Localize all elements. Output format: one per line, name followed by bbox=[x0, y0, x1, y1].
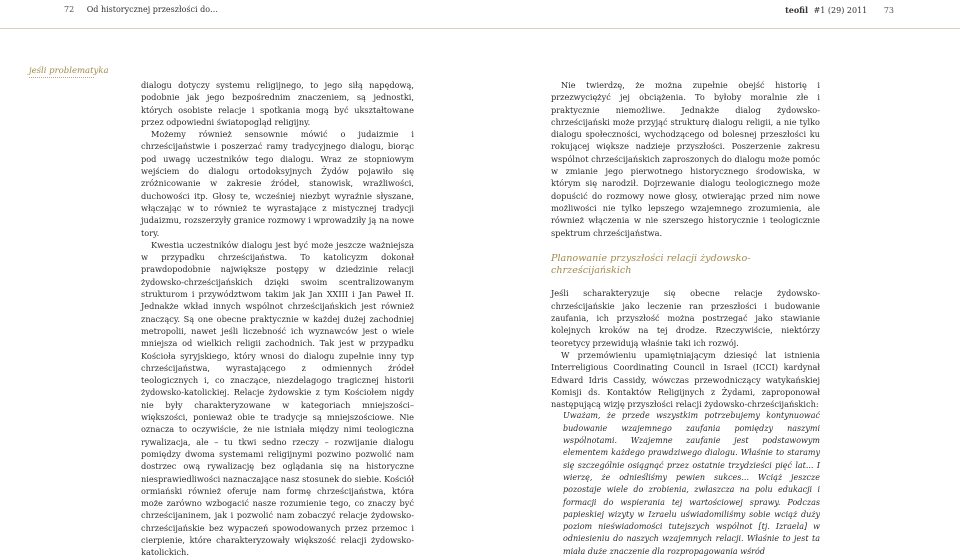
journal-issue: #1 (29) 2011 bbox=[813, 6, 868, 15]
paragraph: Nie twierdzę, że można zupełnie obejść historię i przezwyciężyć jej obciążenia. To byłoby moralnie złe i praktycznie niemożliwe. Jednakże dialog żydowsko-chrześcijański może przyjąć strukturę dialogu religii, a nie tylko dialogu społeczności, wychodzącego od bolesnej przeszłości ku rokującej większe nadzieje przyszłości. Poszerzenie zakresu wspólnot chrześcijańskich zaproszonych do dialogu może pomóc w zmianie jego pierwotnego historycznego środowiska, w którym się narodził. Dojrzewanie dialogu teologicznego może dopuścić do rozmowy nowe głosy, otwierając przed nim nowe możliwości nie tylko lepszego wzajemnego zrozumienia, ale również włączenia w nie szerszego historycznie i teologicznie spektrum chrześcijaństwa. bbox=[551, 80, 820, 238]
left-running-header bbox=[64, 5, 218, 14]
paragraph: dialogu dotyczy systemu religijnego, to jego siłą napędową, podobnie jak jego bezpośrednim znaczeniem, są jednostki, których osobiste relacje i spotkania mogą być ukształtowane przez odpowiedni światopogląd religijny. bbox=[141, 80, 414, 127]
left-text-column bbox=[141, 79, 414, 559]
block-quote: Uważam, że przede wszystkim potrzebujemy kontynuować budowanie wzajemnego zaufania pomiędzy naszymi wspólnotami. Wzajemne zaufanie jest podstawowym elementem każdego prawdziwego dialogu. Właśnie to staramy się szczególnie osiągnąć przez ostatnie trzydzieści pięć lat... I wierzę, że odnieśliśmy pewien sukces... Wciąż jeszcze pozostaje wiele do zrobienia, zwłaszcza na polu edukacji i formacji do wspierania tej wartościowej sprawy. Podczas papieskiej wizyty w Izraelu uświadomiliśmy sobie wciąż duży poziom nieświadomości tutejszych wspólnot [tj. Izraela] w odniesieniu do naszych wzajemnych relacji. Właśnie to jest ta miała duże znaczenie dla rozpropagowania wśród bbox=[563, 411, 820, 556]
section-label-rule bbox=[29, 77, 94, 78]
paragraph: W przemówieniu upamiętniającym dziesięć lat istnienia Interreligious Coordinating Council in Israel (ICCI) kardynał Edward Idris Cassidy, wówczas przewodniczący watykańskiej Komisji ds. Kontaktów Religijnych z Żydami, zaproponował następującą wizję przyszłości relacji żydowsko-chrześcijańskich: bbox=[551, 349, 820, 410]
section-heading: Planowanie przyszłości relacji żydowsko-chrześcijańskich bbox=[551, 252, 751, 277]
section-label: jeśli problematyka bbox=[29, 66, 109, 76]
journal-name: teofil bbox=[785, 5, 809, 15]
paragraph: Kwestia uczestników dialogu jest być może jeszcze ważniejsza w przypadku chrześcijaństwa. To katolicyzm dokonał prawdopodobnie największe postępy w dziedzinie relacji żydowsko-chrześcijańskich dzięki swoim scentralizowanym strukturom i przywództwom takim jak Jan XXIII i Jan Paweł II. Jednakże wkład innych wspólnot chrześcijańskich jest również znaczący. Są one obecne praktycznie w każdej dużej zachodniej metropolii, nawet jeśli liczebność ich wyznawców jest o wiele mniejsza od wielkich religii zachodnich. Tak jest w przypadku Kościoła syryjskiego, który wnosi do dialogu zupełnie inny typ chrześcijaństwa, wyrastającego z odmiennych źródeł teologicznych i, co znaczące, niezdelagogo tragicznej historii żydowsko-katolickiej. Relacje żydowskie z tym Kościołem nigdy nie były charakteryzowane w kategoriach mniejszości–większości, ponieważ obie te tradycje są mniejszościowe. Nie oznacza to oczywiście, że nie istniała między nimi teologiczna rywalizacja, ale – tu tkwi sedno rzeczy – rozwijanie dialogu pomiędzy dwoma systemami religijnymi pozwino pozwolić nam dostrzec ową rywalizację bez oglądania się na historyczne niesprawiedliwości naznaczające nasz stosunek do siebie. Kościół ormiański również oferuje nam formę chrześcijaństwa, która może zarówno wzbogacić nasze rozumienie tego, co znaczy być chrześcijaninem, jak i pozwolić nam zobaczyć relacje żydowsko-chrześcijańskie bez wypaczeń spowodowanych przez przemoc i cierpienie, które charakteryzowały większość relacji żydowsko-katolickich. bbox=[141, 239, 414, 558]
right-text-column bbox=[551, 79, 820, 558]
header-divider bbox=[0, 28, 960, 29]
left-running-title: Od historycznej przeszłości do… bbox=[86, 5, 219, 14]
right-running-header bbox=[785, 5, 894, 15]
paragraph: Możemy również sensownie mówić o judaizmie i chrześcijaństwie i poszerzać ramy tradycyjnego dialogu, biorąc pod uwagę uczestników tego dialogu. Wraz ze stopniowym wejściem do dialogu ortodoksyjnych Żydów pojawiło się zróżnicowanie w zakresie źródeł, stanowisk, wrażliwości, duchowości itp. Głosy te, wcześniej niezbyt wyraźnie słyszane, włączając w to również te wyrastające z mistycznej tradycji judaizmu, rozszerzyły granice rozmowy i wprowadziły ją na nowe tory. bbox=[141, 129, 414, 238]
left-page-number: 72 bbox=[64, 5, 75, 14]
right-page-number: 73 bbox=[883, 6, 894, 15]
paragraph: Jeśli scharakteryzuje się obecne relacje żydowsko-chrześcijańskie jako leczenie ran przeszłości i budowanie zaufania, ich przyszłość można postrzegać jako stawianie kolejnych kroków na tej drodze. Rzeczywiście, niektórzy teoretycy przewidują właśnie taki ich rozwój. bbox=[551, 288, 820, 348]
